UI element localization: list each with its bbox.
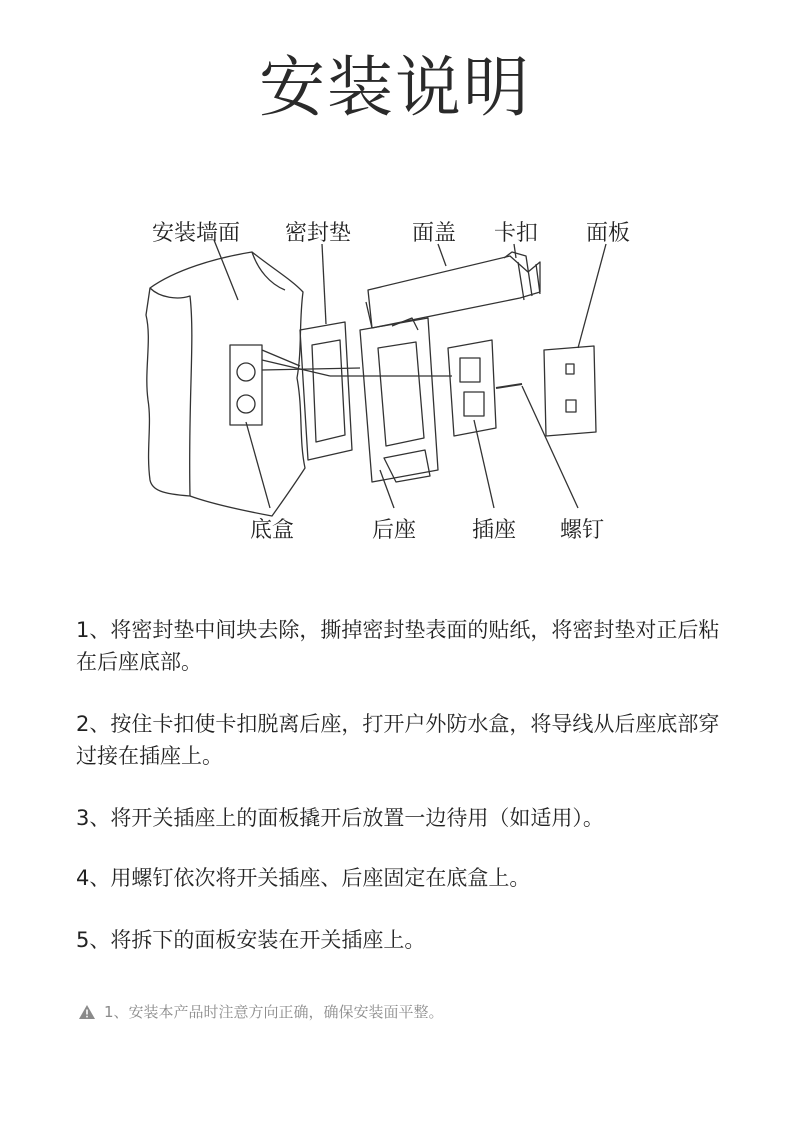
label-back-seat: 后座 <box>372 518 417 543</box>
label-socket: 插座 <box>472 518 517 543</box>
label-panel: 面板 <box>586 221 631 246</box>
warning-triangle-icon <box>78 1004 96 1020</box>
wall-block <box>146 252 305 516</box>
installation-diagram <box>0 200 790 560</box>
clip <box>504 252 540 300</box>
label-bottom-box: 底盒 <box>250 518 295 543</box>
step-1: 1、将密封垫中间块去除，撕掉密封垫表面的贴纸，将密封垫对正后粘在后座底部。 <box>76 618 720 674</box>
label-wall: 安装墙面 <box>152 221 241 246</box>
step-4: 4、用螺钉依次将开关插座、后座固定在底盒上。 <box>76 866 531 890</box>
step-5: 5、将拆下的面板安装在开关插座上。 <box>76 928 426 952</box>
panel <box>544 346 596 436</box>
socket <box>448 340 496 436</box>
cover <box>368 256 540 328</box>
label-clip: 卡扣 <box>494 221 539 246</box>
note-text: 1、安装本产品时注意方向正确，确保安装面平整。 <box>104 1003 444 1021</box>
label-gasket: 密封垫 <box>285 221 352 246</box>
label-screw: 螺钉 <box>560 518 605 543</box>
page-title: 安装说明 <box>259 49 531 126</box>
instruction-steps <box>76 614 736 986</box>
step-2: 2、按住卡扣使卡扣脱离后座，打开户外防水盒，将导线从后座底部穿过接在插座上。 <box>76 712 720 768</box>
safety-note <box>78 1001 444 1022</box>
step-3: 3、将开关插座上的面板撬开后放置一边待用（如适用）。 <box>76 806 604 830</box>
label-cover: 面盖 <box>412 221 457 246</box>
screw <box>496 384 522 388</box>
